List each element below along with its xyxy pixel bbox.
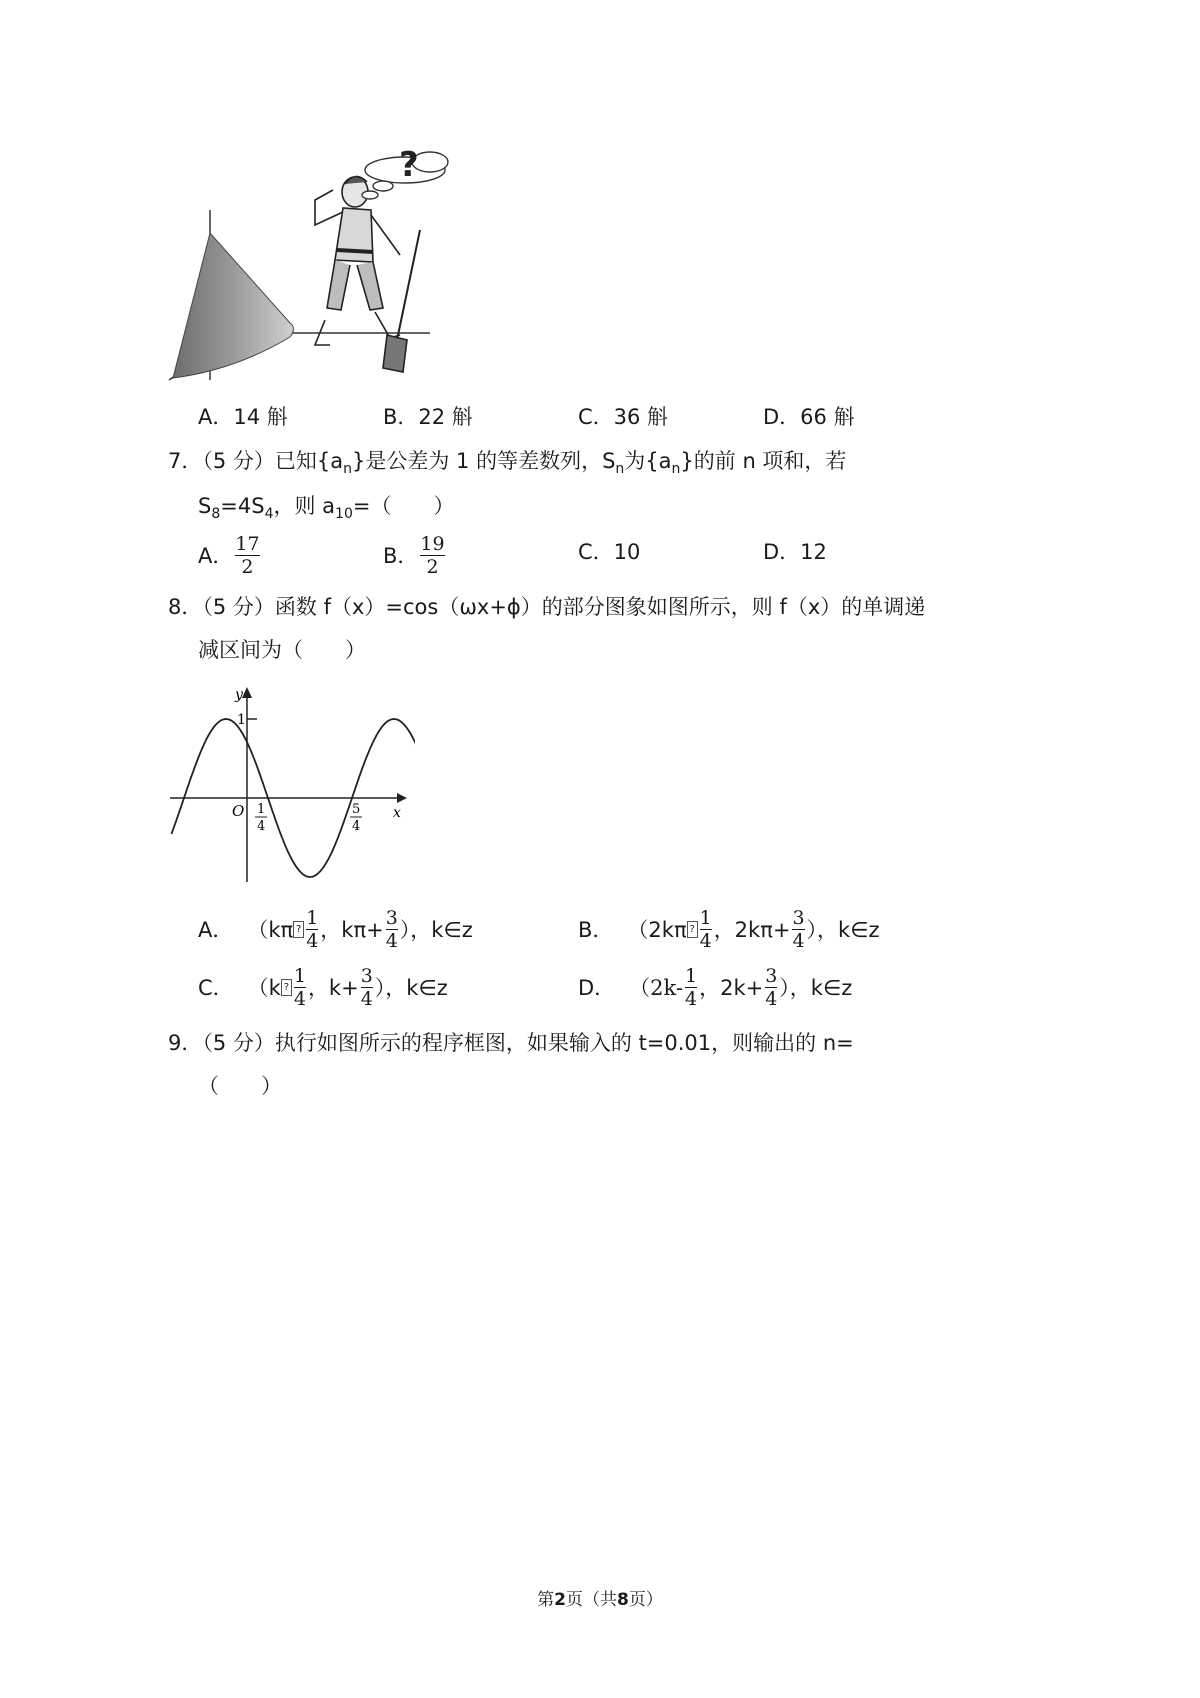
tick-label-1-4-num: 1 xyxy=(257,802,266,817)
tick-label-5-4-den: 4 xyxy=(352,819,361,834)
missing-glyph: ? xyxy=(687,921,698,938)
fraction: $\frac{3}{4}$ xyxy=(385,907,398,952)
svg-text:?: ? xyxy=(399,145,419,185)
q8-option-a: A． （kπ ? $\frac{1}{4}$ ，kπ+ $\frac{3}{4}$ ），k∈z xyxy=(198,907,473,952)
missing-glyph: ? xyxy=(293,921,304,938)
q6-option-c: C．36 斛 xyxy=(578,405,669,429)
fraction: $\frac{17}{2}$ xyxy=(235,533,260,578)
y-one-label: 1 xyxy=(237,712,246,728)
q7-option-a: A． $\frac{17}{2}$ xyxy=(198,533,260,578)
origin-label: O xyxy=(232,802,245,820)
q7-option-d: D．12 xyxy=(763,540,827,564)
q8-question-line1: 8．（5 分）函数 f（x）=cos（ωx+ϕ）的部分图象如图所示，则 f（x）的单调递 xyxy=(168,595,926,619)
q7-option-c: C．10 xyxy=(578,540,641,564)
q7-option-b: B． $\frac{19}{2}$ xyxy=(383,533,445,578)
fraction: $\frac{3}{4}$ xyxy=(360,965,373,1010)
fraction: $\frac{3}{4}$ xyxy=(765,965,778,1010)
fraction: $\frac{1}{4}$ xyxy=(699,907,712,952)
missing-glyph: ? xyxy=(281,979,292,996)
fraction: $\frac{1}{4}$ xyxy=(306,907,319,952)
q8-question-line2: 减区间为（ ） xyxy=(198,638,366,662)
fraction: $\frac{19}{2}$ xyxy=(420,533,445,578)
q6-option-b: B．22 斛 xyxy=(383,405,473,429)
page-footer: 第2页（共8页） xyxy=(537,1590,663,1610)
fraction: $\frac{1}{4}$ xyxy=(684,965,698,1010)
fraction: $\frac{3}{4}$ xyxy=(792,907,805,952)
cosine-graph xyxy=(165,682,415,892)
q8-option-b: B． （2kπ ? $\frac{1}{4}$ ，2kπ+ $\frac{3}{4}$ ），k∈z xyxy=(578,907,880,952)
q9-question-line2: （ ） xyxy=(198,1074,282,1098)
tick-label-5-4-num: 5 xyxy=(352,802,361,817)
y-axis-label: y xyxy=(235,687,243,703)
x-axis-label: x xyxy=(393,805,401,821)
q6-option-d: D．66 斛 xyxy=(763,405,855,429)
tick-label-1-4-den: 4 xyxy=(257,819,266,834)
fraction: $\frac{1}{4}$ xyxy=(293,965,306,1010)
q9-question-line1: 9．（5 分）执行如图所示的程序框图，如果输入的 t=0.01，则输出的 n= xyxy=(168,1031,854,1055)
q8-option-d: D． （2k- $\frac{1}{4}$ ，2k+ $\frac{3}{4}$ ），k∈z xyxy=(578,965,853,1010)
grain-pile-illustration xyxy=(165,140,465,390)
q8-option-c: C． （k ? $\frac{1}{4}$ ，k+ $\frac{3}{4}$ ），k∈z xyxy=(198,965,448,1010)
q6-option-a: A．14 斛 xyxy=(198,405,288,429)
q7-question-line2: $S_8=4S_4$，则 $a_{10}=$（ ） xyxy=(198,494,455,523)
q7-question-line1: 7．（5 分）已知$\{a_n\}$是公差为 1 的等差数列，$S_n$为$\{a_n\}$的前 n 项和，若 xyxy=(168,449,847,478)
